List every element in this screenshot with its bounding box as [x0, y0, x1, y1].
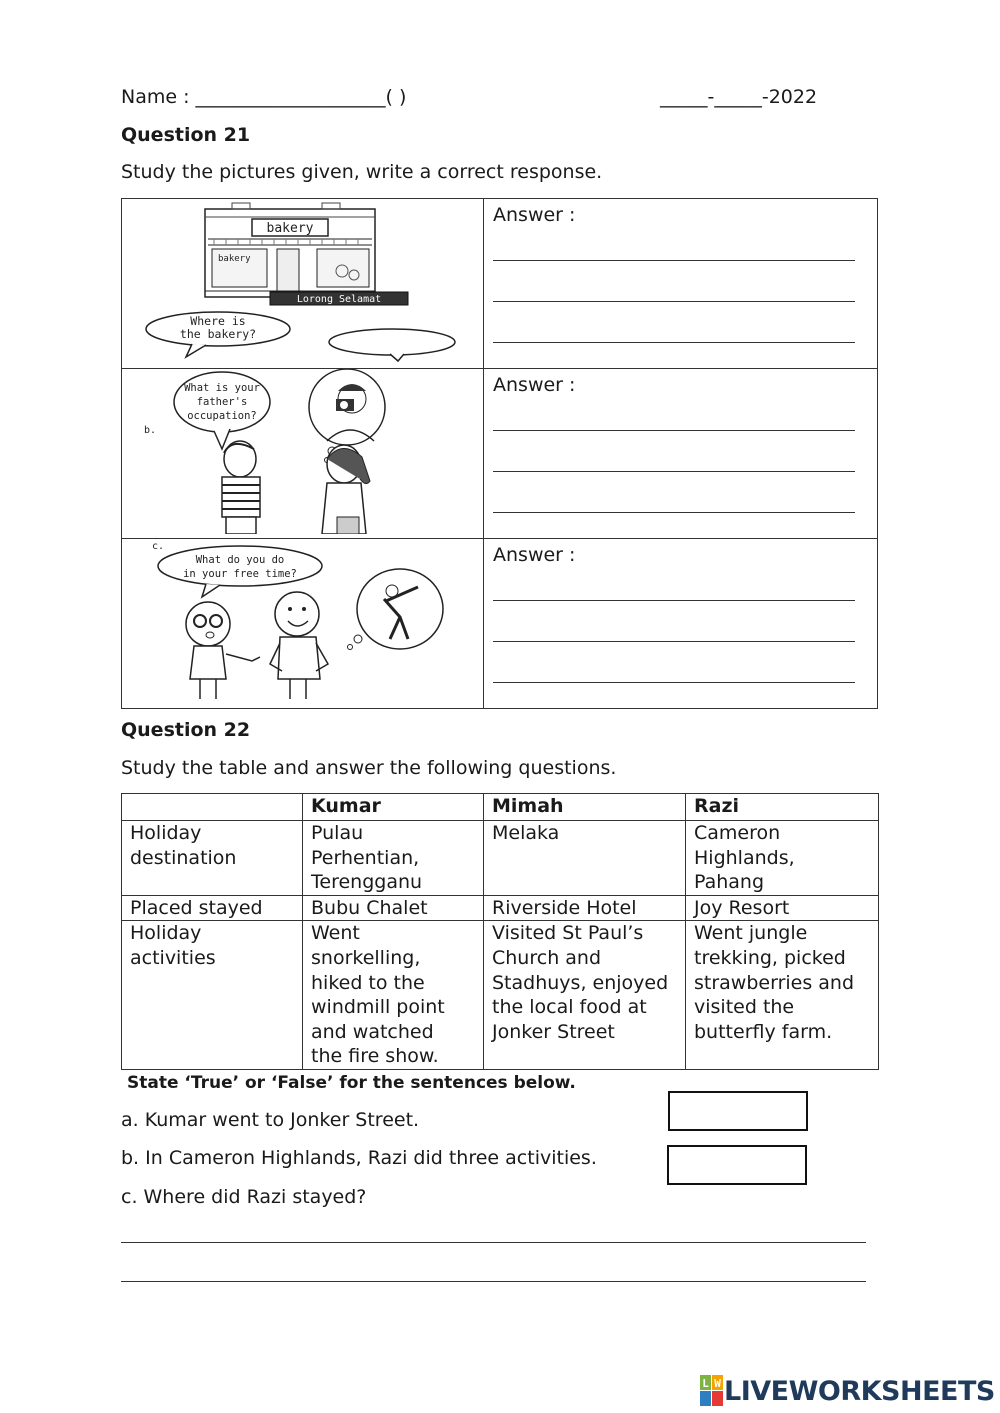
table-cell: Joy Resort	[686, 895, 879, 921]
bubble-line: father's	[196, 396, 248, 408]
answer-cell[interactable]	[484, 539, 878, 709]
bubble-line: the bakery?	[179, 327, 257, 341]
row-label: Holiday destination	[122, 821, 303, 896]
row-letter: b.	[144, 425, 157, 436]
hobby-picture-cell	[122, 539, 484, 709]
question-22-title: Question 22	[121, 719, 251, 741]
question-22-instruction: Study the table and answer the following questions.	[121, 757, 617, 779]
column-header: Razi	[686, 794, 879, 821]
bubble-line: What is your	[184, 382, 260, 394]
occupation-picture-cell	[122, 369, 484, 539]
badge-letter: W	[714, 1377, 721, 1390]
question-21-title: Question 21	[121, 124, 251, 146]
answer-label: Answer :	[493, 204, 576, 226]
table-cell: Cameron Highlands, Pahang	[686, 821, 879, 896]
table-row	[122, 921, 879, 1070]
table-cell: Melaka	[484, 821, 686, 896]
table-header-row	[122, 794, 879, 821]
shop-sign-text: bakery	[266, 221, 314, 236]
badge-letter: L	[702, 1377, 709, 1390]
statement-a: a. Kumar went to Jonker Street.	[121, 1109, 420, 1131]
answer-box-a[interactable]	[668, 1091, 808, 1131]
table-row	[122, 199, 878, 369]
answer-line[interactable]	[493, 430, 855, 431]
hobby-illustration	[122, 539, 483, 704]
holiday-table	[121, 793, 879, 1070]
answer-cell[interactable]	[484, 199, 878, 369]
answer-line[interactable]	[493, 512, 855, 513]
bakery-illustration	[122, 199, 483, 364]
answer-line[interactable]	[493, 301, 855, 302]
bakery-picture-cell	[122, 199, 484, 369]
liveworksheets-logo	[700, 1375, 995, 1407]
table-row	[122, 895, 879, 921]
answer-line[interactable]	[493, 260, 855, 261]
table-cell: Riverside Hotel	[484, 895, 686, 921]
question-21-instruction: Study the pictures given, write a correct response.	[121, 161, 603, 183]
logo-text: LIVEWORKSHEETS	[724, 1375, 995, 1407]
table-cell: Visited St Paul’s Church and Stadhuys, enjoyed the local food at Jonker Street	[484, 921, 686, 1070]
table-cell: Went snorkelling, hiked to the windmill point and watched the fire show.	[303, 921, 484, 1070]
column-header	[122, 794, 303, 821]
table-cell: Went jungle trekking, picked strawberries and visited the butterfly farm.	[686, 921, 879, 1070]
table-cell: Pulau Perhentian, Terengganu	[303, 821, 484, 896]
column-header: Kumar	[303, 794, 484, 821]
row-label: Placed stayed	[122, 895, 303, 921]
statement-b: b. In Cameron Highlands, Razi did three activities.	[121, 1147, 597, 1169]
occupation-illustration	[122, 369, 483, 534]
table-row	[122, 821, 879, 896]
bubble-line: Where is	[190, 314, 246, 328]
table-cell: Bubu Chalet	[303, 895, 484, 921]
bubble-line: What do you do	[195, 554, 285, 566]
question-21-table	[121, 198, 878, 709]
name-line: Name : ____________________( )	[121, 86, 407, 108]
bubble-line: in your free time?	[183, 568, 297, 580]
answer-label: Answer :	[493, 374, 576, 396]
answer-label: Answer :	[493, 544, 576, 566]
answer-cell[interactable]	[484, 369, 878, 539]
answer-line[interactable]	[121, 1242, 866, 1243]
answer-line[interactable]	[121, 1281, 866, 1282]
answer-line[interactable]	[493, 342, 855, 343]
window-sign-text: bakery	[218, 254, 251, 264]
answer-line[interactable]	[493, 641, 855, 642]
answer-line[interactable]	[493, 682, 855, 683]
table-row	[122, 369, 878, 539]
question-c: c. Where did Razi stayed?	[121, 1186, 367, 1208]
logo-badge-icon	[700, 1375, 724, 1407]
column-header: Mimah	[484, 794, 686, 821]
answer-line[interactable]	[493, 471, 855, 472]
street-sign-text: Lorong Selamat	[296, 294, 382, 305]
bubble-line: occupation?	[187, 410, 257, 422]
answer-box-b[interactable]	[667, 1145, 807, 1185]
table-row	[122, 539, 878, 709]
date-line: _____-_____-2022	[660, 86, 818, 108]
row-letter: c.	[152, 541, 165, 552]
row-label: Holiday activities	[122, 921, 303, 1070]
true-false-instruction: State ‘True’ or ‘False’ for the sentences below.	[127, 1073, 576, 1093]
answer-line[interactable]	[493, 600, 855, 601]
